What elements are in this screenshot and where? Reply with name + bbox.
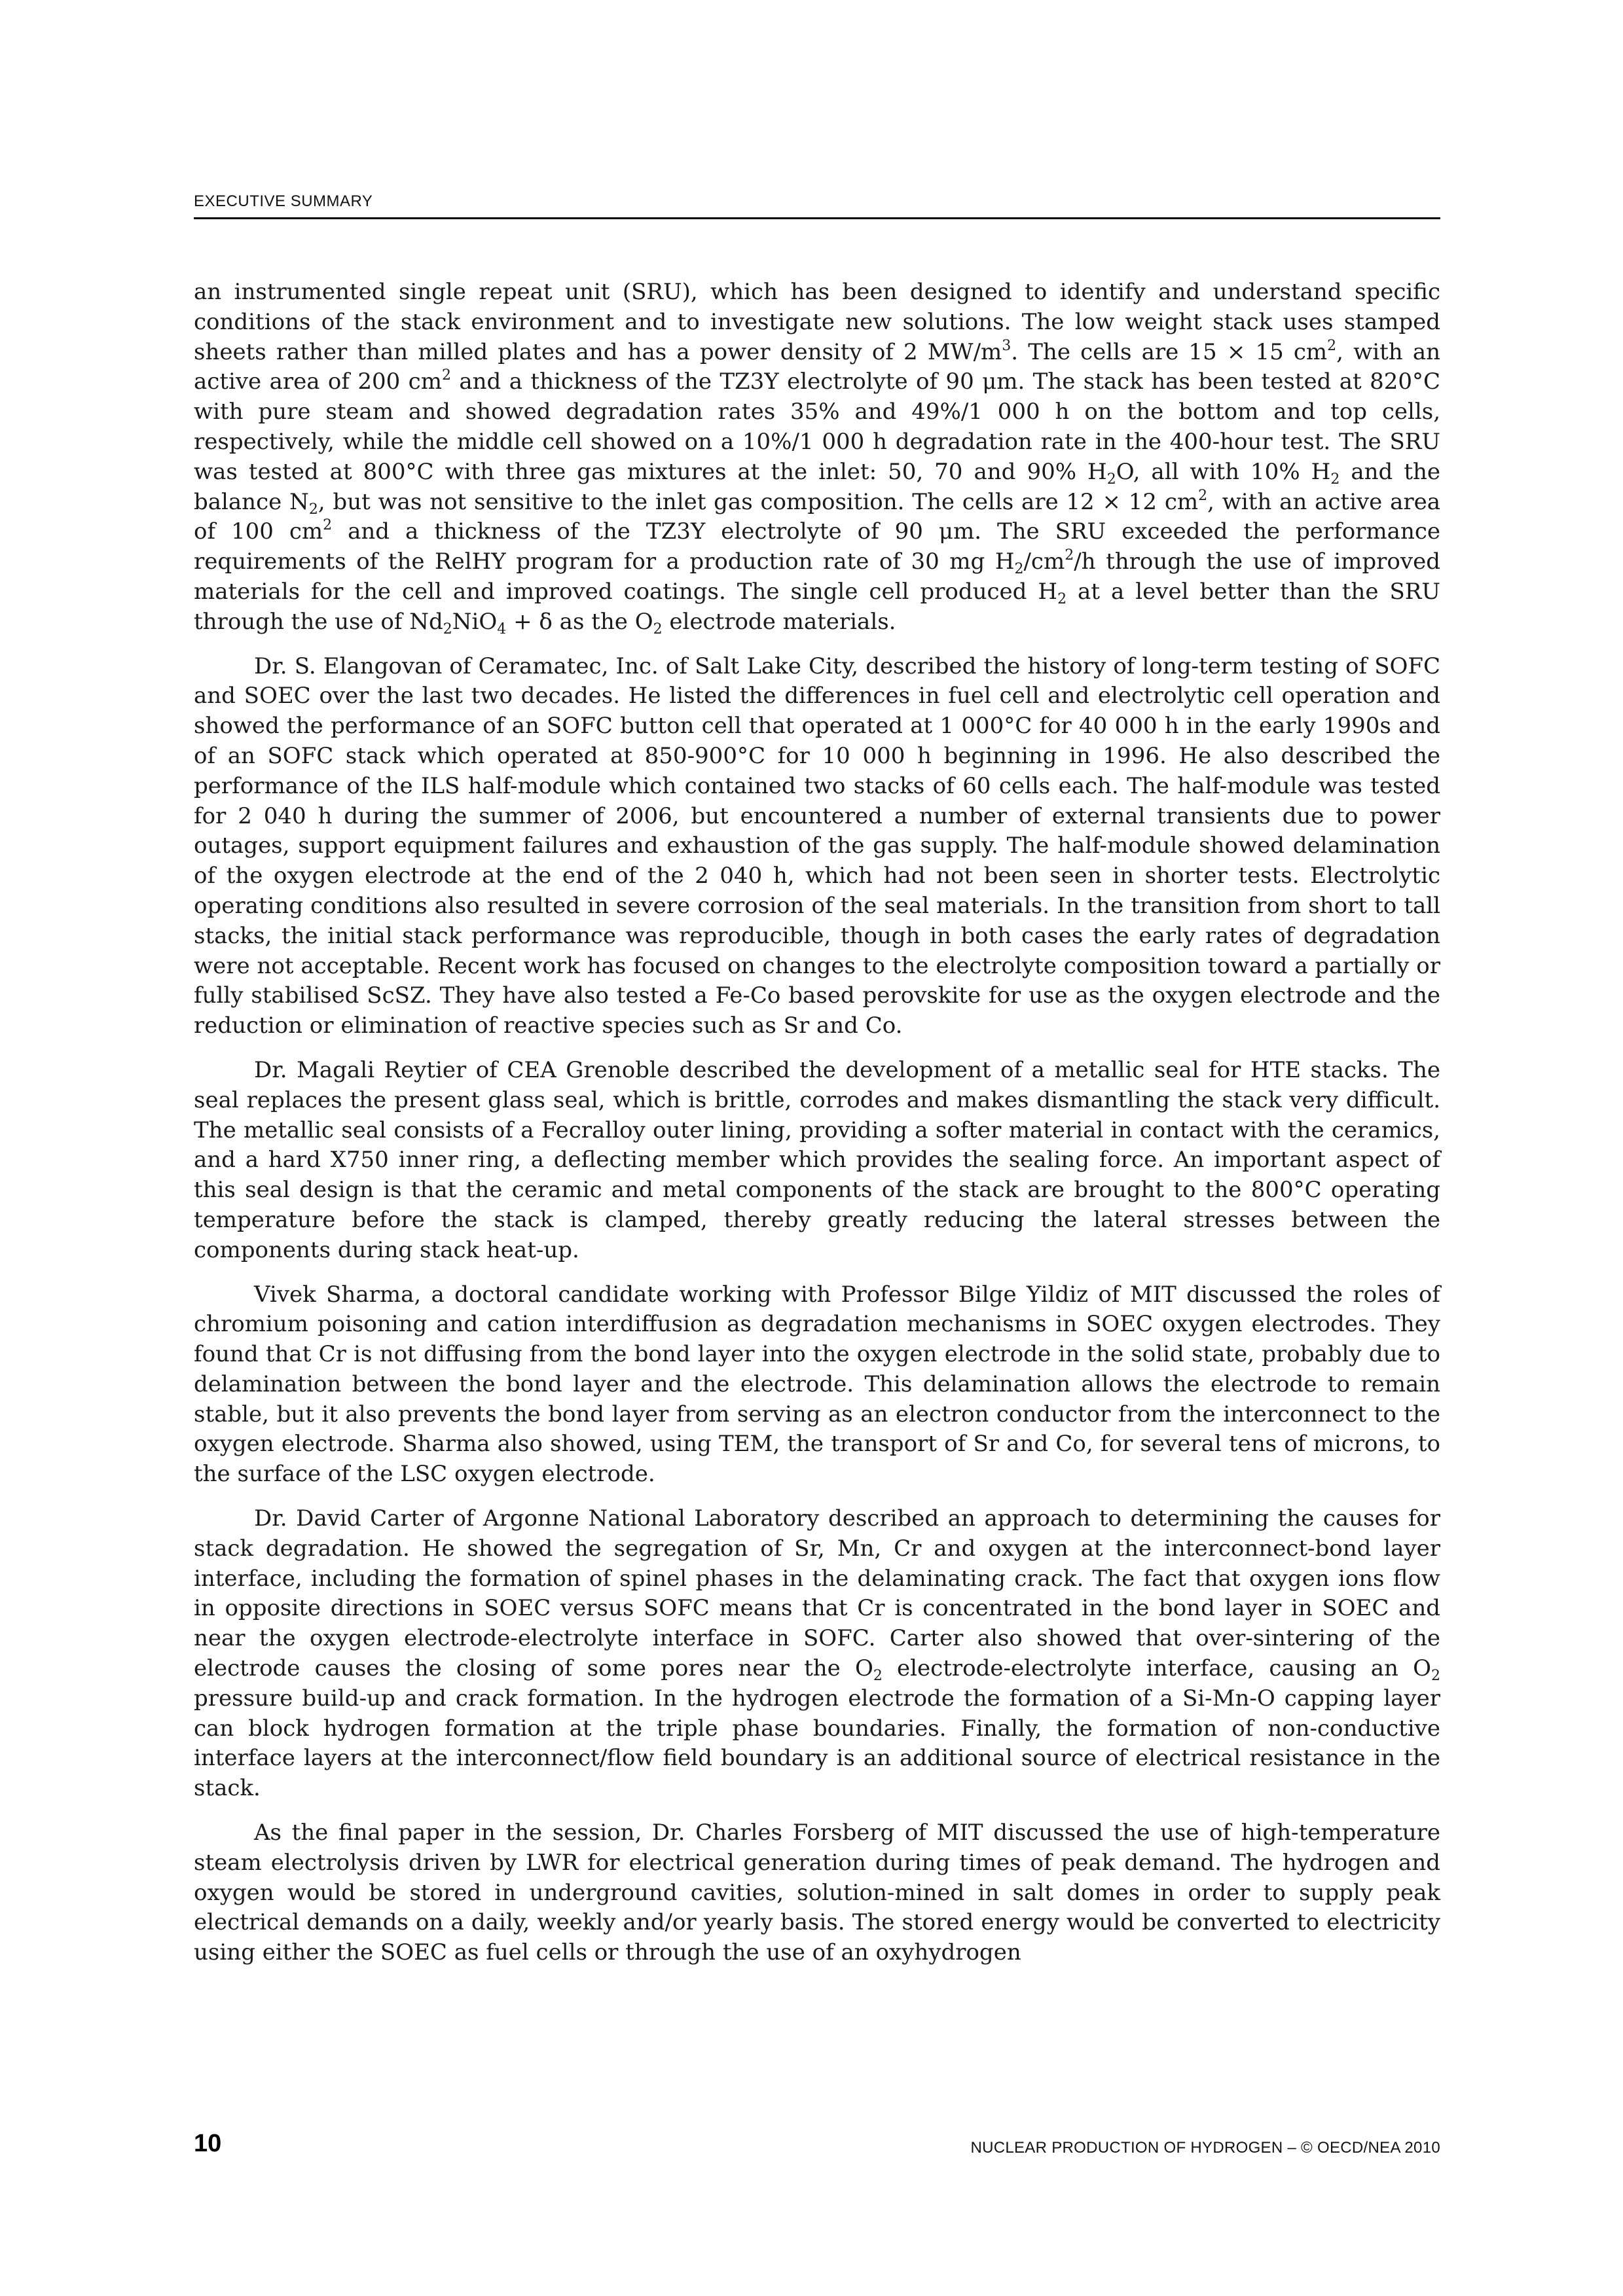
paragraph-sru: an instrumented single repeat unit (SRU), which has been designed to identify and understand specific conditions of the stack environment and to investigate new solutions. The low weight stack uses stamped sheets rather than milled plates and has a power density of 2 $MW/m^3$. The cells are 15 × 15 $cm^2$, with an active area of 200 $cm^2$ and a thickness of the TZ3Y electrolyte of 90 μm. The stack has been tested at 820°C with pure steam and showed degradation rates 35% and 49%/1 000 h on the bottom and top cells, respectively, while the middle cell showed on a 10%/1 000 h degradation rate in the 400-hour test. The SRU was tested at 800°C with three gas mixtures at the inlet: 50, 70 and 90% $H_2O$, all with 10% $H_2$ and the balance $N_2$, but was not sensitive to the inlet gas composition. The cells are 12 × 12 $cm^2$, with an active area of 100 $cm^2$ and a thickness of the TZ3Y electrolyte of 90 μm. The SRU exceeded the performance requirements of the RelHY program for a production rate of 30 mg $H_2/cm^2/h$ through the use of improved materials for the cell and improved coatings. The single cell produced $H_2$ at a level better than the SRU through the use of $Nd_2NiO_4 + \delta$ as the $O_2$ electrode materials. (194, 279, 1440, 637)
paragraph-elangovan: Dr. S. Elangovan of Ceramatec, Inc. of Salt Lake City, described the history of long-term testing of SOFC and SOEC over the last two decades. He listed the differences in fuel cell and electrolytic cell operation and showed the performance of an SOFC button cell that operated at 1 000°C for 40 000 h in the early 1990s and of an SOFC stack which operated at 850-900°C for 10 000 h beginning in 1996. He also described the performance of the ILS half-module which contained two stacks of 60 cells each. The half-module was tested for 2 040 h during the summer of 2006, but encountered a number of external transients due to power outages, support equipment failures and exhaustion of the gas supply. The half-module showed delamination of the oxygen electrode at the end of the 2 040 h, which had not been seen in shorter tests. Electrolytic operating conditions also resulted in severe corrosion of the seal materials. In the transition from short to tall stacks, the initial stack performance was reproducible, though in both cases the early rates of degradation were not acceptable. Recent work has focused on changes to the electrolyte composition toward a partially or fully stabilised ScSZ. They have also tested a Fe-Co based perovskite for use as the oxygen electrode and the reduction or elimination of reactive species such as Sr and Co. (194, 653, 1440, 1039)
section-title: EXECUTIVE SUMMARY (194, 192, 373, 210)
footer-source: NUCLEAR PRODUCTION OF HYDROGEN – © OECD/NEA 2010 (970, 2139, 1440, 2157)
page-number: 10 (194, 2130, 222, 2157)
paragraph-sharma: Vivek Sharma, a doctoral candidate working with Professor Bilge Yildiz of MIT discussed the roles of chromium poisoning and cation interdiffusion as degradation mechanisms in SOEC oxygen electrodes. They found that Cr is not diffusing from the bond layer into the oxygen electrode in the solid state, probably due to delamination between the bond layer and the electrode. This delamination allows the electrode to remain stable, but it also prevents the bond layer from serving as an electron conductor from the interconnect to the oxygen electrode. Sharma also showed, using TEM, the transport of Sr and Co, for several tens of microns, to the surface of the LSC oxygen electrode. (194, 1281, 1440, 1488)
paragraph-reytier: Dr. Magali Reytier of CEA Grenoble described the development of a metallic seal for HTE stacks. The seal replaces the present glass seal, which is brittle, corrodes and makes dismantling the stack very difficult. The metallic seal consists of a Fecralloy outer lining, providing a softer material in contact with the ceramics, and a hard X750 inner ring, a deflecting member which provides the sealing force. An important aspect of this seal design is that the ceramic and metal components of the stack are brought to the 800°C operating temperature before the stack is clamped, thereby greatly reducing the lateral stresses between the components during stack heat-up. (194, 1056, 1440, 1263)
running-header (194, 192, 1440, 219)
paragraph-carter: Dr. David Carter of Argonne National Laboratory described an approach to determining the causes for stack degradation. He showed the segregation of Sr, Mn, Cr and oxygen at the interconnect-bond layer interface, including the formation of spinel phases in the delaminating crack. The fact that oxygen ions flow in opposite directions in SOEC versus SOFC means that Cr is concentrated in the bond layer in SOEC and near the oxygen electrode-electrolyte interface in SOFC. Carter also showed that over-sintering of the electrode causes the closing of some pores near the $O_2$ electrode-electrolyte interface, causing an $O_2$ pressure build-up and crack formation. In the hydrogen electrode the formation of a Si-Mn-O capping layer can block hydrogen formation at the triple phase boundaries. Finally, the formation of non-conductive interface layers at the interconnect/flow field boundary is an additional source of electrical resistance in the stack. (194, 1505, 1440, 1802)
body-text (194, 278, 1440, 1982)
paragraph-forsberg: As the final paper in the session, Dr. Charles Forsberg of MIT discussed the use of high-temperature steam electrolysis driven by LWR for electrical generation during times of peak demand. The hydrogen and oxygen would be stored in underground cavities, solution-mined in salt domes in order to supply peak electrical demands on a daily, weekly and/or yearly basis. The stored energy would be converted to electricity using either the SOEC as fuel cells or through the use of an oxyhydrogen (194, 1820, 1440, 1966)
